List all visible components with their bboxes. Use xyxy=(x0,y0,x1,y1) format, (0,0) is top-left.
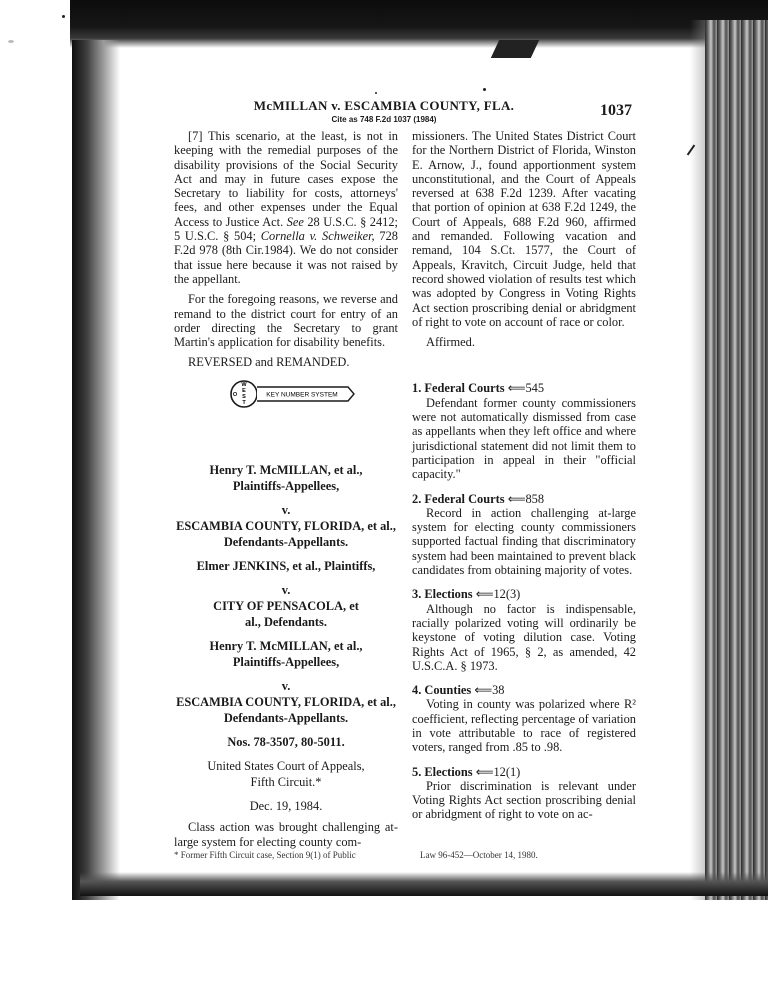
headnote-topic: 3. Elections xyxy=(412,587,473,602)
footnote-right: Law 96-452—October 14, 1980. xyxy=(420,850,538,860)
headnote-topic: 5. Elections xyxy=(412,764,473,779)
caption-party: Elmer JENKINS, et al., Plaintiffs, xyxy=(196,559,376,573)
caption-party: Henry T. McMILLAN, et al., xyxy=(209,463,363,477)
key-logo-letter: E xyxy=(242,388,246,394)
caption-party: al., Defendants. xyxy=(245,615,327,629)
headnote-text: Voting in county was polarized where R² coefficient, reflecting percentage of variation in vote attributable to race of registered voters, ranged from .85 to .98. xyxy=(412,697,636,755)
signal-see: See xyxy=(286,214,304,229)
caption-role: Defendants-Appellants. xyxy=(223,711,349,725)
key-number: ⟸38 xyxy=(474,683,505,698)
key-number: ⟸12(1) xyxy=(475,764,521,779)
key-logo-letter: S xyxy=(242,394,246,400)
case-name: Cornella v. Schweiker, xyxy=(260,229,375,244)
key-number: ⟸12(3) xyxy=(475,587,521,602)
headnote-heading xyxy=(412,683,636,697)
caption-role: Defendants-Appellants. xyxy=(223,535,349,549)
running-head-title: McMILLAN v. ESCAMBIA COUNTY, FLA. xyxy=(253,98,515,113)
headnote-topic: 4. Counties xyxy=(412,683,472,698)
docket-number: Nos. 78-3507, 80-5011. xyxy=(227,735,345,749)
disposition: REVERSED and REMANDED. xyxy=(188,355,350,370)
paragraph: For the foregoing reasons, we reverse and remand to the district court for entry of an order directing the Secretary to grant Martin's application for disability benefits. xyxy=(174,292,398,350)
paragraph: Class action was brought challenging at-large system for electing county com- xyxy=(174,820,398,849)
headnote-text: Record in action challenging at-large system for electing county commissioners supported factual finding that discriminatory system had been maintained to prevent black candidates from obtaining majority of votes. xyxy=(412,505,636,578)
page-number: 1037 xyxy=(600,102,632,119)
key-logo-letter: O xyxy=(232,392,238,398)
citation-line: Cite as 748 F.2d 1037 (1984) xyxy=(331,115,437,124)
caption-party: Henry T. McMILLAN, et al., xyxy=(209,639,363,653)
spacer xyxy=(412,349,636,371)
case-caption xyxy=(160,462,412,814)
key-logo-letter: W xyxy=(241,382,247,388)
headnote-heading xyxy=(412,492,636,506)
paragraph-text: We do not consider that issue here because it was not raised by the appellant. xyxy=(174,243,399,286)
key-number: ⟸858 xyxy=(507,491,545,506)
disposition: Affirmed. xyxy=(426,335,475,350)
key-number: ⟸545 xyxy=(507,381,545,396)
synopsis-continued: missioners. The United States District Court for the Northern District of Florida, Winston E. Arnow, J., found apportionment system unconstitutional, and the Court of Appeals reversed at 638 F.2d 1239. After vacating that portion of opinion at 638 F.2d 1249, the Court of Appeals, 688 F.2d 960, affirmed and remanded. Following vacation and remand, 104 S.Ct. 1577, the Court of Appeals, Kravitch, Circuit Judge, held that record showed violation of results test which was adopted by Congress in Voting Rights Act section proscribing denial or abridgment of right to vote on account of race or color. xyxy=(412,129,636,329)
caption-party: ESCAMBIA COUNTY, FLORIDA, et al., xyxy=(176,695,396,709)
citation-text: 728 F.2d 978 (8th Cir.1984). xyxy=(174,229,398,258)
left-column xyxy=(174,129,398,370)
caption-party: ESCAMBIA COUNTY, FLORIDA, et al., xyxy=(176,519,396,533)
caption-role: Plaintiffs-Appellees, xyxy=(232,479,340,493)
headnote-heading xyxy=(412,765,636,779)
headnote-text: Prior discrimination is relevant under Voting Rights Act section proscribing denial or abridgment of right to vote on ac- xyxy=(412,778,636,822)
footnote-left: * Former Fifth Circuit case, Section 9(1) of Public xyxy=(174,850,356,860)
court-name: United States Court of Appeals, xyxy=(207,759,365,773)
key-number-system-logo xyxy=(230,378,360,410)
court-name: Fifth Circuit.* xyxy=(250,775,322,789)
headnote-topic: 2. Federal Courts xyxy=(412,491,505,506)
caption-versus: v. xyxy=(281,583,291,597)
headnote-topic: 1. Federal Courts xyxy=(412,381,505,396)
caption-party: CITY OF PENSACOLA, et xyxy=(213,599,359,613)
headnote-text: Although no factor is indispensable, racially polarized voting will ordinarily be keystone of voting dilution case. Voting Rights Act of 1965, § 2, as amended, 42 U.S.C.A. § 1973. xyxy=(412,601,636,673)
headnote-heading xyxy=(412,587,636,601)
headnote-text: Defendant former county commissioners were not automatically dismissed from case as appellants when they left office and where jurisdictional statement did not limit them to participation in appeal in their "official capacity." xyxy=(412,395,636,482)
key-logo-letter: T xyxy=(242,400,246,406)
paragraph-text: [7] This scenario, at the least, is not in keeping with the remedial purposes of the disability provisions of the Social Security Act and may in future cases expose the Secretary to liability for costs, attorneys' fees, and other expenses under the Equal Access to Justice Act. xyxy=(174,129,398,229)
citation-text: 28 U.S.C. § 2412; 5 U.S.C. § 504; xyxy=(174,214,398,244)
caption-versus: v. xyxy=(281,503,291,517)
key-logo-text: KEY NUMBER SYSTEM xyxy=(266,391,338,399)
paragraph xyxy=(174,129,398,286)
caption-versus: v. xyxy=(281,679,291,693)
decision-date: Dec. 19, 1984. xyxy=(249,799,323,813)
caption-role: Plaintiffs-Appellees, xyxy=(232,655,340,669)
right-column xyxy=(412,129,636,822)
headnote-heading xyxy=(412,381,636,395)
